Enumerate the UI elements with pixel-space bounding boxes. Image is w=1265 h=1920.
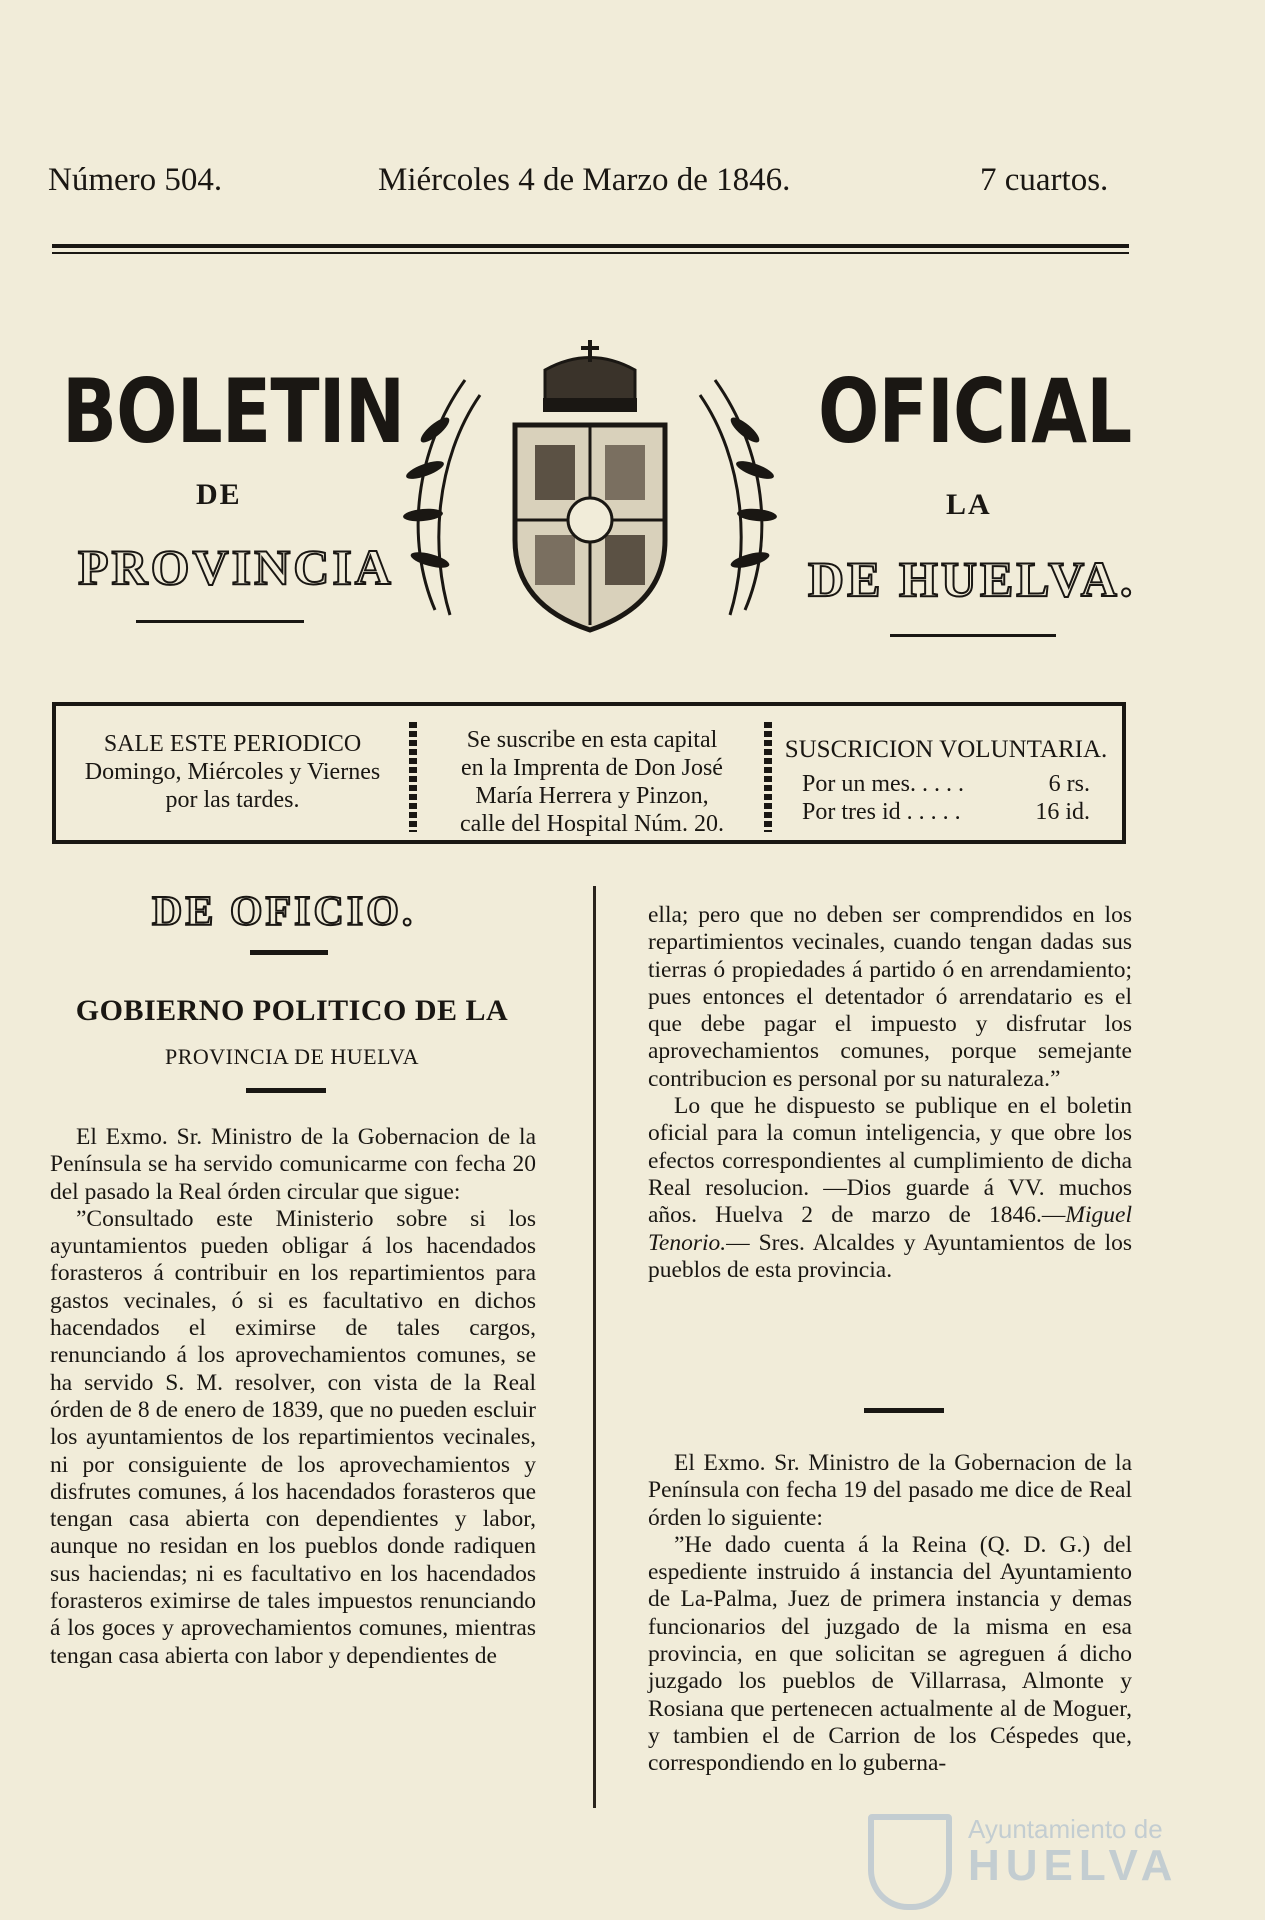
masthead-de: DE	[196, 478, 242, 511]
subscribe-line: calle del Hospital Núm. 20.	[460, 811, 724, 837]
header-rule-top	[52, 244, 1129, 248]
article1-intro: El Exmo. Sr. Ministro de la Gobernacion de la Península se ha servido comunicarme con fecha 20 del pasado la Real órden circular que sigue:	[50, 1124, 536, 1205]
article2-intro: El Exmo. Sr. Ministro de la Gobernacion de la Península con fecha 19 del pasado me dice de Real órden lo siguiente:	[648, 1450, 1132, 1531]
rate-label: Por tres id . . . . .	[802, 799, 961, 825]
ornament-left	[136, 620, 304, 623]
watermark-line2: HUELVA	[968, 1841, 1179, 1890]
rate-value: 16 id.	[1035, 799, 1090, 825]
watermark-line1: Ayuntamiento de	[968, 1814, 1163, 1844]
article-separator	[864, 1408, 944, 1413]
issue-number: Número 504.	[48, 162, 223, 198]
signature: Miguel Tenorio.	[648, 1202, 1132, 1256]
article1-quote: ”Consultado este Ministerio sobre si los ayuntamientos pueden obligar á los hacendados forasteros á contribuir en los repartimientos para gastos vecinales, ó si es facultativo en dichos hacendados el eximirse de tales cargos, renunciando á los aprovechamientos comunes, se ha servido S. M. resolver, con vista de la Real órden de 8 de enero de 1839, que no pueden escluir los ayuntamientos de los repartimientos vecinales, ni por consiguiente de los aprovechamientos y disfrutes comunes, á los hacendados forasteros que tengan casa abierta con dependientes y labor, aunque no residan en los pueblos donde radiquen sus haciendas; ni es facultativo en los hacendados forasteros eximirse de tales impuestos renunciando á los goces y aprovechamientos comunes, mientras tengan casa abierta con labor y dependientes de	[50, 1205, 536, 1669]
subscribe-line: en la Imprenta de Don José	[461, 755, 723, 781]
closing-text: Lo que he dispuesto se publique en el boletin oficial para la comun inteligencia, y que obre los efectos correspondientes al cumplimiento de dicha Real resolucion. —Dios guarde á VV. muchos años. Huelva 2 de marzo de 1846.—	[648, 1093, 1132, 1229]
section-de-oficio: DE OFICIO.	[152, 889, 416, 935]
subscription-rates	[776, 736, 1116, 826]
heading-bar	[246, 1088, 326, 1093]
section-bar	[250, 950, 328, 955]
subscribe-line: Se suscribe en esta capital	[466, 727, 718, 753]
library-watermark	[864, 1814, 1194, 1891]
masthead-boletin: BOLETIN	[62, 360, 405, 463]
rates-title: SUSCRICION VOLUNTARIA.	[784, 736, 1108, 763]
watermark-shield-icon	[868, 1814, 952, 1910]
closing-recipients: — Sres. Alcaldes y Ayuntamientos de los pueblos de esta provincia.	[648, 1229, 1132, 1283]
box-separator-left	[409, 722, 417, 832]
masthead-oficial: OFICIAL	[818, 360, 1132, 463]
schedule-time: por las tardes.	[165, 787, 300, 813]
article2	[648, 1450, 1132, 1778]
article1-closing	[648, 1093, 1132, 1284]
article1-left	[50, 1124, 536, 1670]
schedule-days: Domingo, Miércoles y Viernes	[84, 759, 381, 785]
rate-label: Por un mes. . . . .	[802, 771, 964, 797]
issue-date: Miércoles 4 de Marzo de 1846.	[378, 162, 791, 198]
ornament-right	[890, 634, 1056, 637]
rate-row	[776, 770, 1116, 798]
subscribe-line: María Herrera y Pinzon,	[475, 783, 709, 809]
masthead-provincia: PROVINCIA	[78, 539, 394, 595]
publication-schedule	[60, 730, 405, 814]
masthead-de-huelva: DE HUELVA.	[808, 551, 1136, 607]
rate-row	[776, 798, 1116, 826]
article2-quote: ”He dado cuenta á la Reina (Q. D. G.) del espediente instruido á instancia del Ayuntamiento de La-Palma, Juez de primera instancia y demas funcionarios del juzgado de la misma en esa provincia, en que solicitan se agreguen á dicho juzgado los pueblos de Villarrasa, Almonte y Rosiana que pertenecen actualmente al de Moguer, y tambien el de Carrion de los Céspedes que, correspondiendo en lo guberna-	[648, 1531, 1132, 1777]
rate-value: 6 rs.	[1048, 771, 1090, 797]
column-divider	[593, 886, 596, 1808]
masthead-la: LA	[946, 488, 992, 521]
gobierno-heading: GOBIERNO POLITICO DE LA	[75, 994, 509, 1027]
article1-quote-continued: ella; pero que no deben ser comprendidos en los repartimientos vecinales, cuando tengan dadas sus tierras ó propiedades á partido ó en arrendamiento; pues entonces el detentador ó arrendatario es el que debe pagar el impuesto y disfrutar los aprovechamientos comunes, porque semejante contribucion es personal por su naturaleza.”	[648, 902, 1132, 1092]
header-rule-bottom	[52, 252, 1129, 254]
schedule-title: SALE ESTE PERIODICO	[103, 731, 362, 757]
subscription-location	[422, 726, 762, 838]
box-separator-right	[764, 722, 772, 832]
issue-price: 7 cuartos.	[980, 162, 1109, 198]
provincia-subheading: PROVINCIA DE HUELVA	[165, 1044, 419, 1069]
article1-right	[648, 902, 1132, 1284]
coat-of-arms	[395, 340, 785, 650]
